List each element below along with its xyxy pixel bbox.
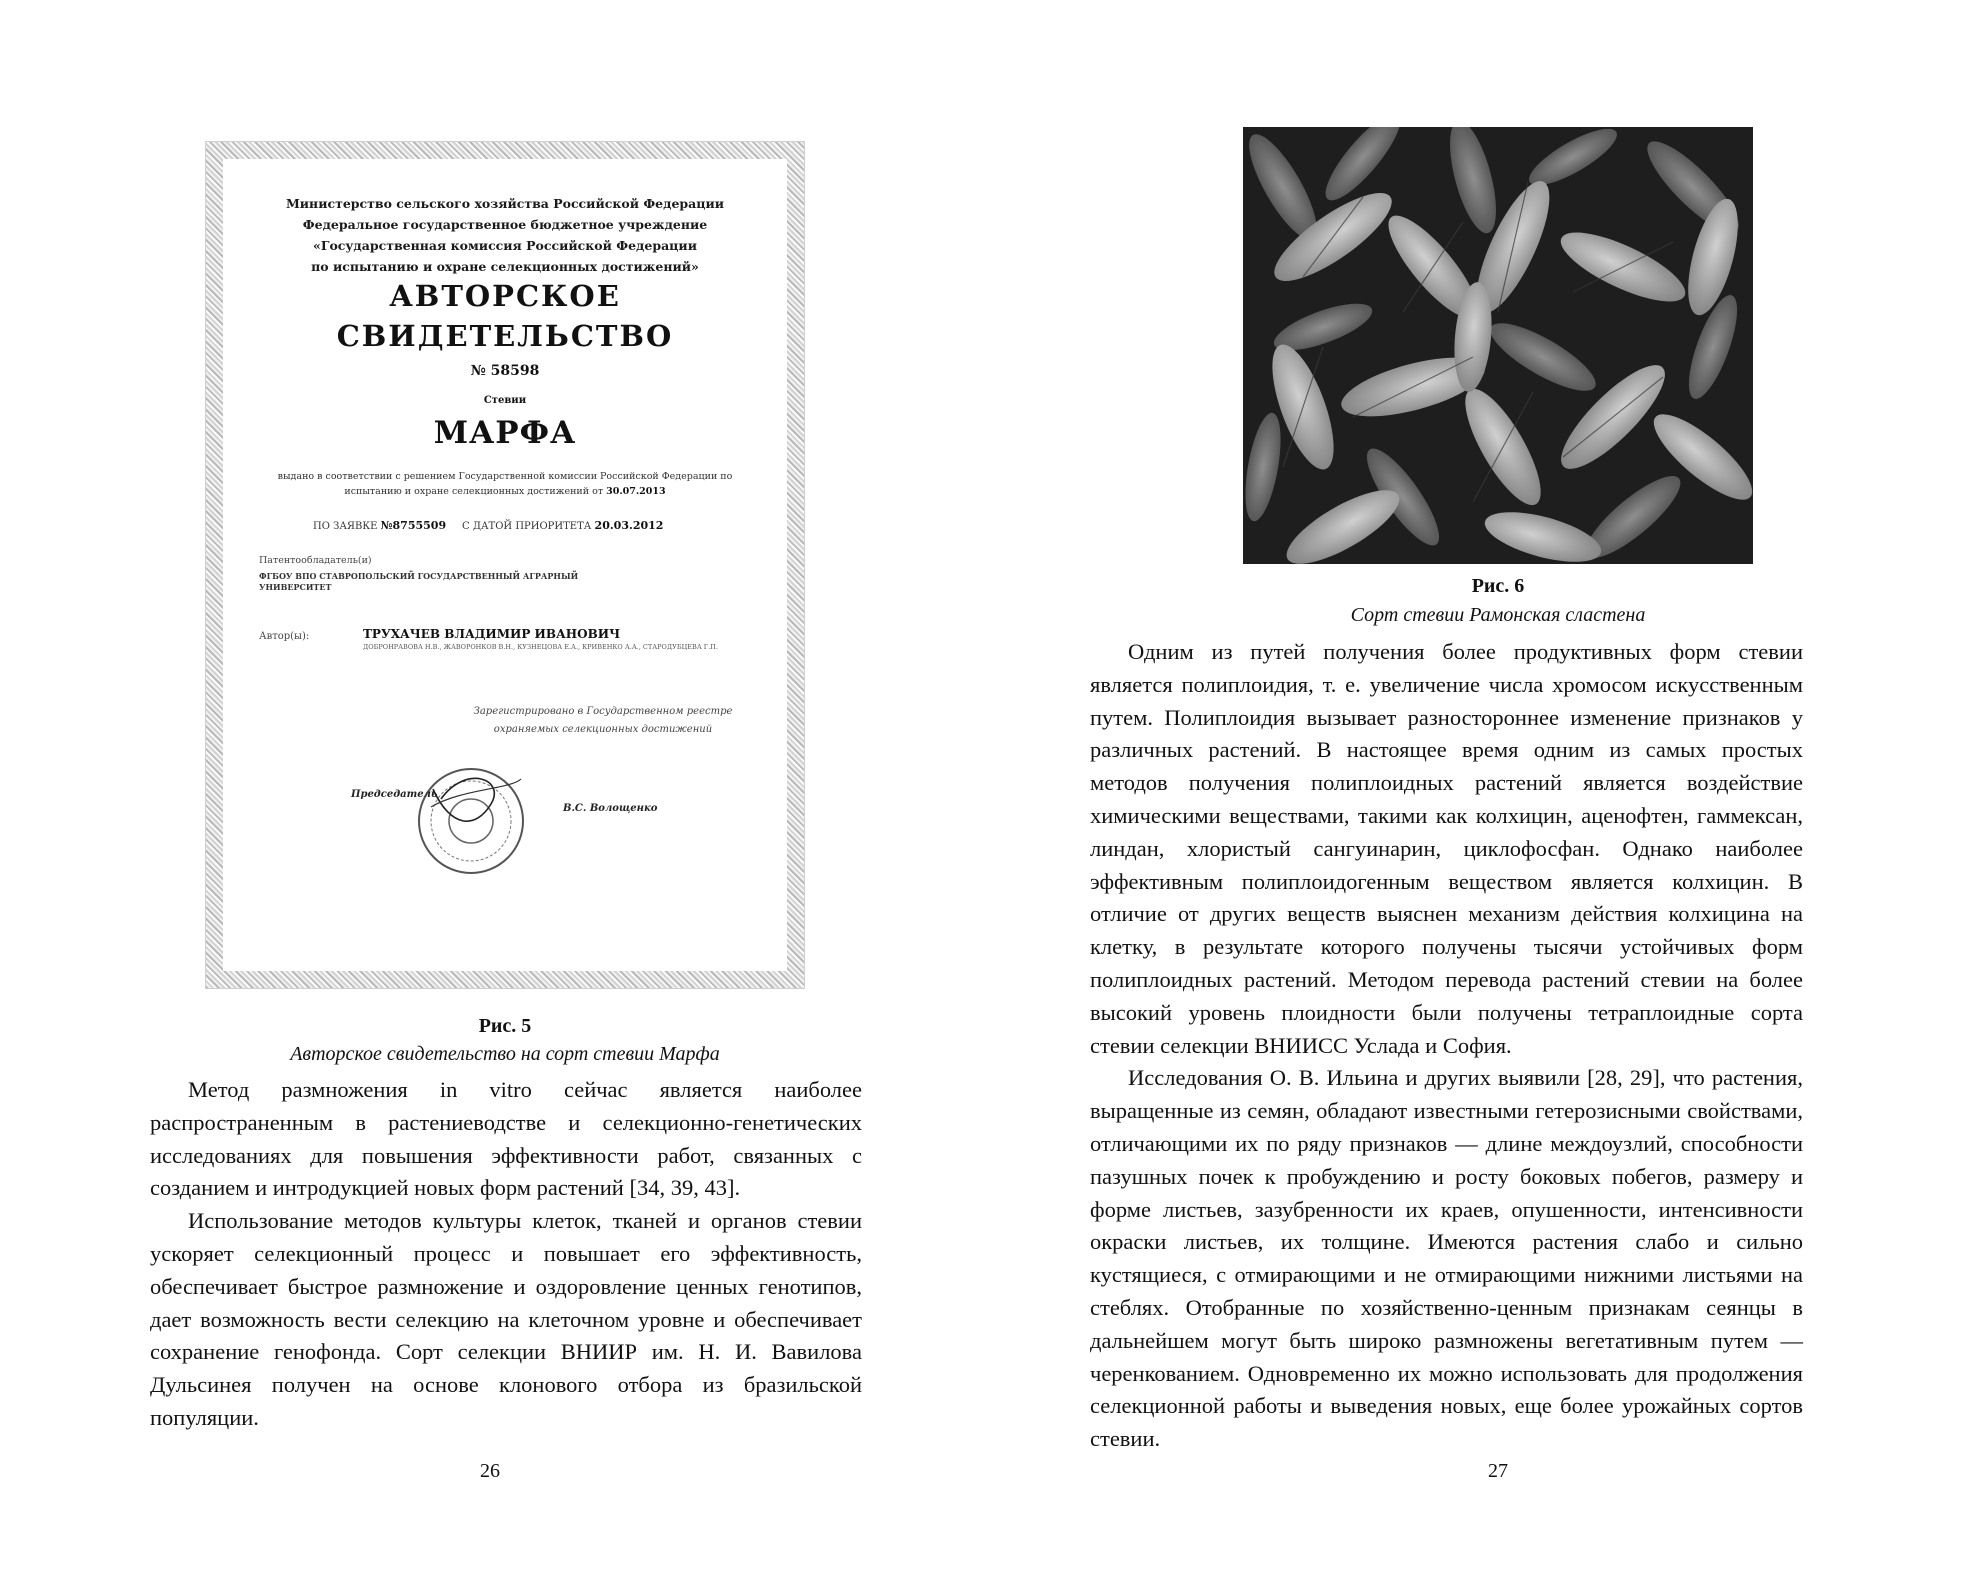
coauthors: ДОБРОНРАВОВА Н.В., ЖАВОРОНКОВ В.Н., КУЗНЕЦОВА Е.А., КРИВЕНКО А.А., СТАРОДУБЦЕВА Г.П. — [363, 643, 718, 651]
certificate-ministry-line: «Государственная комиссия Российской Федерации — [313, 238, 697, 253]
certificate-title-line2: СВИДЕТЕЛЬСТВО — [336, 319, 674, 353]
priority-date: 20.03.2012 — [594, 519, 664, 532]
paragraph: Исследования О. В. Ильина и других выявили [28, 29], что растения, выращенные из семян, обладают известными гетерозисными свойствами, отличающими их по ряду признаков — длине междоузлий, способности пазушных почек к пробуждению и росту боковых побегов, размеру и форме листьев, зазубренности их краев, опушенности, интенсивности окраски листьев, их толщине. Имеются растения слабо и сильно кустящиеся, с отмирающими и не отмирающими нижними листьями на стеблях. Отобранные по хозяйственно-ценным признакам сеянцы в дальнейшем могут быть широко размножены вегетативным путем — черенкованием. Одновременно их можно использовать для продолжения селекционной работы и выведения новых, еще более урожайных сортов стевии. — [1090, 1065, 1803, 1452]
page-number-right: 27 — [1488, 1460, 1508, 1482]
right-body-text — [1090, 636, 1803, 1456]
paragraph: Использование методов культуры клеток, тканей и органов стевии ускоряет селекционный процесс и повышает его эффективность, обеспечивает быстрое размножение и оздоровление ценных генотипов, дает возможность вести селекцию на клеточном уровне и обеспечивает сохранение генофонда. Сорт селекции ВНИИР им. Н. И. Вавилова Дульсинея получен на основе клонового отбора из бразильской популяции. — [150, 1208, 862, 1430]
certificate-application — [313, 519, 663, 532]
author-certificate-image — [206, 142, 804, 988]
certificate-number: № 58598 — [470, 363, 540, 379]
signatory-name: В.С. Волощенко — [563, 803, 658, 814]
certificate-issued-body: выдано в соответствии с решением Государственной комиссии Российской Федерации по испытанию и охране селекционных достижений от — [277, 471, 733, 497]
certificate-variety: МАРФА — [433, 415, 577, 451]
paragraph: Одним из путей получения более продуктивных форм стевии является полиплоидия, т. е. увеличение числа хромосом искусственным путем. Полиплоидия вызывает разностороннее изменение признаков у различных растений. В настоящее время одним из самых простых методов получения полиплоидных растений является воздействие химическими веществами, такими как колхицин, аценофтен, гаммексан, линдан, хлористый сангуинарин, циклофосфан. Однако наиболее эффективным полиплоидогенным веществом является колхицин. В отличие от других веществ выяснен механизм действия колхицина на клетку, в результате которого получены тысячи устойчивых форм полиплоидных растений. Методом перевода растений стевии на более высокий уровень плоидности были получены тетраплоидные сорта стевии селекции ВНИИСС Услада и София. — [1090, 639, 1803, 1058]
authors-label: Автор(ы): — [259, 631, 310, 642]
holder-name: ФГБОУ ВПО СТАВРОПОЛЬСКИЙ ГОСУДАРСТВЕННЫЙ АГРАРНЫЙ УНИВЕРСИТЕТ — [259, 571, 579, 592]
page-number-left: 26 — [480, 1460, 500, 1482]
figure-5-label: Рис. 5 — [478, 1015, 532, 1037]
certificate-issued-date: 30.07.2013 — [606, 486, 666, 497]
leaf-pattern-image — [1243, 127, 1753, 564]
priority-label: С ДАТОЙ ПРИОРИТЕТА — [462, 521, 592, 532]
certificate-ministry-header — [233, 193, 777, 277]
stevia-plant-photo — [1243, 127, 1753, 564]
figure-5-caption: Авторское свидетельство на сорт стевии Марфа — [290, 1043, 720, 1065]
author-main: ТРУХАЧЕВ ВЛАДИМИР ИВАНОВИЧ — [363, 627, 621, 641]
figure-6-caption: Сорт стевии Рамонская сластена — [1350, 604, 1646, 626]
paragraph: Метод размножения in vitro сейчас является наиболее распространенным в растениеводстве и селекционно-генетических исследованиях для повышения эффективности работ, связанных с созданием и интродукцией новых форм растений [34, 39, 43]. — [150, 1077, 862, 1201]
certificate-ministry-line: по испытанию и охране селекционных достижений» — [311, 259, 699, 274]
certificate-title-line1: АВТОРСКОЕ — [389, 279, 621, 313]
application-label: ПО ЗАЯВКЕ — [313, 521, 378, 532]
registered-note: Зарегистрировано в Государственном реестре охраняемых селекционных достижений — [473, 706, 733, 735]
certificate-ministry-line: Федеральное государственное бюджетное учреждение — [302, 217, 708, 232]
chair-label: Председатель — [351, 789, 438, 800]
certificate-issued-text — [263, 469, 747, 499]
holder-label: Патентообладатель(и) — [259, 555, 372, 566]
application-number: №8755509 — [380, 519, 447, 532]
left-body-text — [150, 1074, 862, 1435]
certificate-ministry-line: Министерство сельского хозяйства Российской Федерации — [285, 196, 725, 211]
stamp-seal-icon — [411, 759, 531, 879]
figure-6-label: Рис. 6 — [1471, 575, 1525, 597]
certificate-crop: Стевии — [483, 395, 527, 406]
